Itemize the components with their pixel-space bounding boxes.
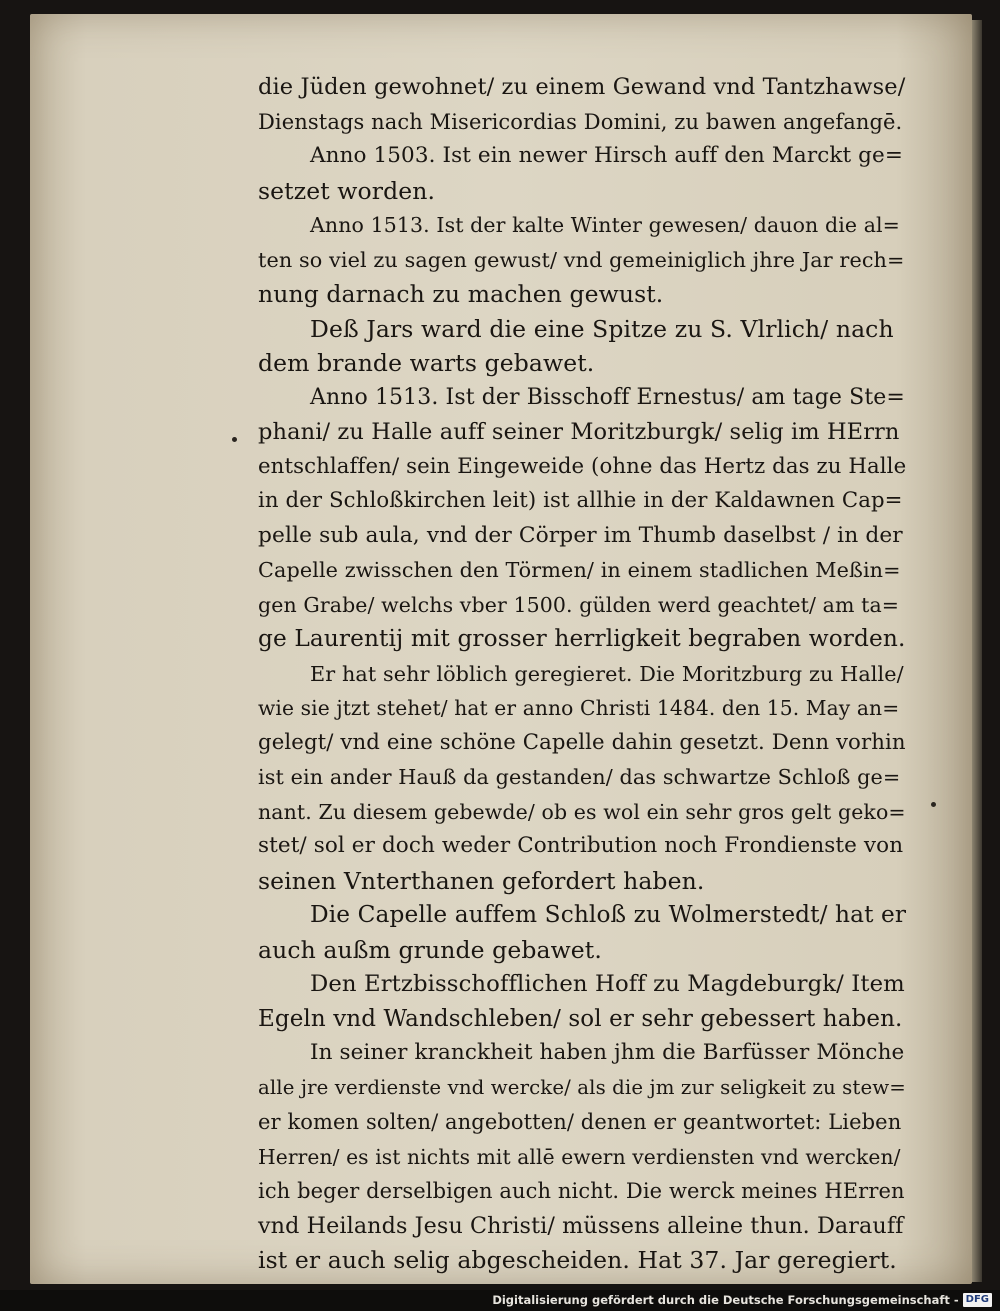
credit-text: Digitalisierung gefördert durch die Deutsche Forschungsgemeinschaft - (492, 1293, 959, 1307)
text-line: ich beger derselbigen auch nicht. Die werck meines HErren (258, 1179, 905, 1203)
text-line: Anno 1513. Ist der Bisschoff Ernestus/ am tage Ste= (310, 384, 905, 410)
text-line: Anno 1503. Ist ein newer Hirsch auff den Marckt ge= (310, 143, 903, 168)
text-line: auch außm grunde gebawet. (258, 935, 602, 964)
text-line: setzet worden. (258, 176, 436, 205)
text-line: seinen Vnterthanen gefordert haben. (258, 866, 705, 895)
text-line: nant. Zu diesem gebewde/ ob es wol ein sehr gros gelt geko= (258, 799, 906, 824)
text-line: Die Capelle auffem Schloß zu Wolmerstedt/ hat er (310, 901, 907, 928)
text-line: alle jre verdienste vnd wercke/ als die jm zur seligkeit zu stew= (258, 1075, 906, 1099)
text-line: Den Ertzbisschofflichen Hoff zu Magdeburgk/ Item (310, 971, 905, 997)
text-line: Deß Jars ward die eine Spitze zu S. Vlrlich/ nach (310, 314, 894, 343)
text-line: gen Grabe/ welchs vber 1500. gülden werd geachtet/ am ta= (258, 592, 900, 617)
text-line: Capelle zwisschen den Törmen/ in einem stadlichen Meßin= (258, 558, 901, 582)
dfg-logo: DFG (963, 1293, 992, 1307)
text-line: nung darnach zu machen gewust. (258, 280, 664, 308)
text-line: Herren/ es ist nichts mit allē ewern verdiensten vnd wercken/ (258, 1144, 901, 1169)
text-line: ge Laurentij mit grosser herrligkeit begraben worden. (258, 625, 906, 652)
text-line: Anno 1513. Ist der kalte Winter gewesen/ dauon die al= (310, 213, 900, 237)
text-line: phani/ zu Halle auff seiner Moritzburgk/ selig im HErrn (258, 419, 900, 445)
text-line: in der Schloßkirchen leit) ist allhie in der Kaldawnen Cap= (258, 488, 903, 513)
text-line: ist ein ander Hauß da gestanden/ das schwartze Schloß ge= (258, 765, 901, 789)
ink-speck (232, 437, 237, 442)
text-line: ten so viel zu sagen gewust/ vnd gemeiniglich jhre Jar rech= (258, 247, 905, 272)
page-text (258, 70, 906, 1278)
text-line: ist er auch selig abgescheiden. Hat 37. Jar geregiert. (258, 1246, 897, 1274)
digitization-credit (492, 1292, 992, 1308)
text-line: In seiner kranckheit haben jhm die Barfüsser Mönche (310, 1040, 905, 1065)
text-line: pelle sub aula, vnd der Cörper im Thumb daselbst / in der (258, 522, 903, 548)
text-line: er komen solten/ angebotten/ denen er geantwortet: Lieben (258, 1110, 902, 1134)
text-line: gelegt/ vnd eine schöne Capelle dahin gesetzt. Denn vorhin (258, 729, 906, 755)
page-edge (972, 20, 982, 1282)
text-line: die Jüden gewohnet/ zu einem Gewand vnd Tantzhawse/ (258, 74, 906, 100)
text-line: Dienstags nach Misericordias Domini, zu bawen angefangē. (258, 109, 903, 134)
text-line: Egeln vnd Wandschleben/ sol er sehr gebessert haben. (258, 1005, 903, 1032)
ink-speck (931, 802, 936, 807)
text-line: stet/ sol er doch weder Contribution noch Frondienste von (258, 833, 904, 858)
text-line: Er hat sehr löblich geregieret. Die Moritzburg zu Halle/ (310, 661, 904, 686)
text-line: entschlaffen/ sein Eingeweide (ohne das Hertz das zu Halle (258, 453, 907, 479)
text-line: wie sie jtzt stehet/ hat er anno Christi 1484. den 15. May an= (258, 696, 900, 720)
text-line: dem brande warts gebawet. (258, 349, 595, 377)
text-line: vnd Heilands Jesu Christi/ müssens alleine thun. Darauff (258, 1212, 904, 1239)
